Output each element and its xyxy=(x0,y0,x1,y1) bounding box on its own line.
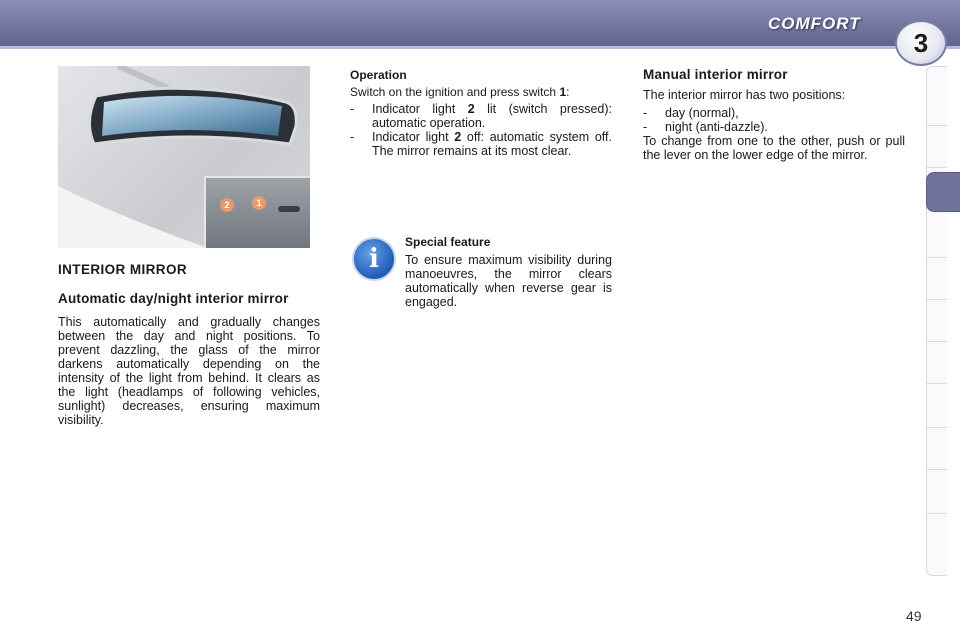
mirror-glass xyxy=(102,96,282,136)
mirror-stem xyxy=(118,66,168,88)
left-column xyxy=(58,263,320,427)
special-feature-block xyxy=(405,235,612,309)
list-item: - night (anti-dazzle). xyxy=(643,120,768,134)
windscreen-pillar xyxy=(58,186,208,248)
chapter-tab-strip[interactable] xyxy=(926,66,947,576)
indicator-light-2: 2 xyxy=(220,198,234,212)
list-item: - Indicator light 2 lit (switch pressed): automatic operation. xyxy=(350,102,612,130)
interior-mirror-photo xyxy=(58,66,310,248)
manual-mirror-body: To change from one to the other, push or pull the lever on the lower edge of the mirror. xyxy=(643,134,905,162)
switch-1: 1 xyxy=(252,196,266,210)
switch-closeup-inset xyxy=(204,176,310,248)
tab-divider xyxy=(927,427,947,428)
operation-intro: Switch on the ignition and press switch 1: xyxy=(350,85,570,99)
subsection-heading: Automatic day/night interior mirror xyxy=(58,291,289,306)
tab-divider xyxy=(927,341,947,342)
info-icon: i xyxy=(352,237,396,281)
tab-divider xyxy=(927,167,947,168)
tab-divider xyxy=(927,513,947,514)
active-chapter-tab[interactable] xyxy=(926,172,960,212)
list-item: - day (normal), xyxy=(643,106,739,120)
operation-block xyxy=(350,68,612,158)
tab-divider xyxy=(927,469,947,470)
tab-divider xyxy=(927,383,947,384)
list-item: - Indicator light 2 off: automatic system off. The mirror remains at its most clear. xyxy=(350,130,612,158)
sensor-strip xyxy=(278,206,300,212)
section-title: COMFORT xyxy=(768,14,861,33)
section-heading: INTERIOR MIRROR xyxy=(58,262,187,277)
header-divider xyxy=(0,46,960,49)
special-feature-body: To ensure maximum visibility during manoeuvres, the mirror clears automatically when reverse gear is engaged. xyxy=(405,253,612,309)
operation-heading: Operation xyxy=(350,68,407,82)
manual-mirror-intro: The interior mirror has two positions: xyxy=(643,88,846,102)
intro-paragraph: This automatically and gradually changes between the day and night positions. To prevent dazzling, the glass of the mirror darkens automatically depending on the intensity of the light from behind. It clears as the light (headlamps of following vehicles, sunlight) decreases, ensuring maximum visibility. xyxy=(58,315,320,427)
tab-divider xyxy=(927,299,947,300)
tab-divider xyxy=(927,257,947,258)
special-feature-heading: Special feature xyxy=(405,235,491,249)
chapter-badge: 3 xyxy=(895,20,947,66)
manual-mirror-heading: Manual interior mirror xyxy=(643,67,788,82)
tab-divider xyxy=(927,125,947,126)
page-number: 49 xyxy=(906,608,922,624)
right-column xyxy=(643,67,905,162)
